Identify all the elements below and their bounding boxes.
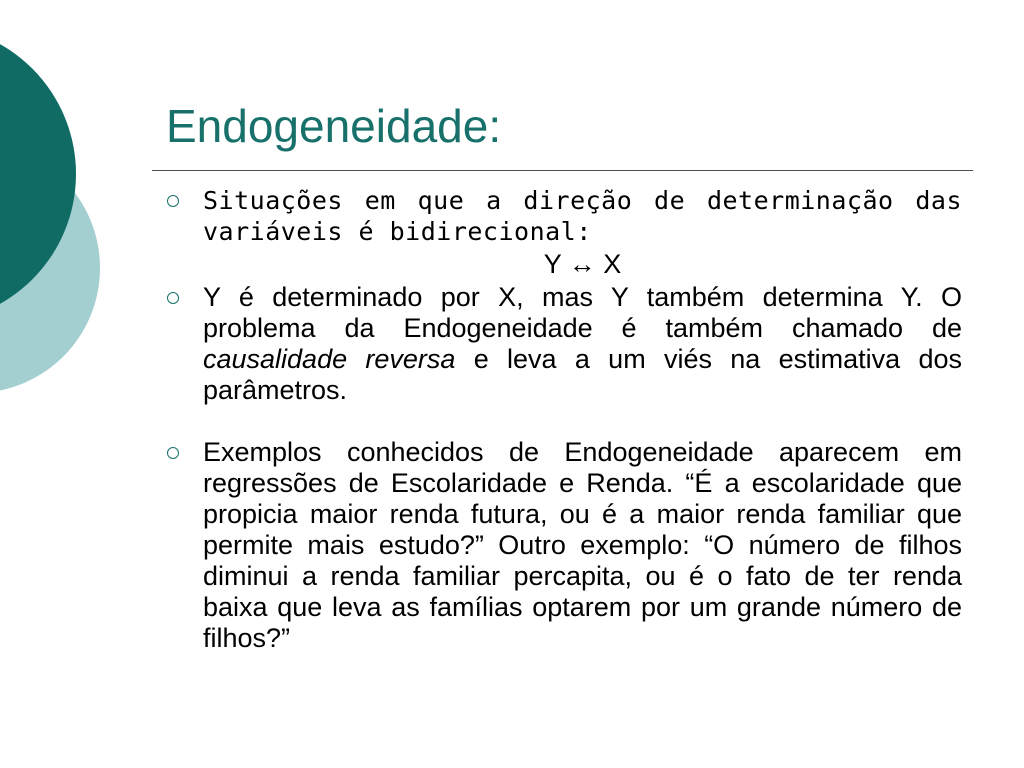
bullet-text: Exemplos conhecidos de Endogeneidade aparecem em regressões de Escolaridade e Renda. “É a escolaridade que propicia maior renda futura, ou é a maior renda familiar que permite mais estudo?” Outro exemplo: “O número de filhos diminui a renda familiar percapita, ou é o fato de ter renda baixa que leva as famílias optarem por um grande número de filhos?” [203,437,962,653]
bullet-item-3 [166,437,962,654]
bullet-text: Situações em que a direção de determinação das variáveis é bidirecional: [203,186,962,246]
bullet-text-part: e leva a um viés na estimativa dos parâmetros. [203,344,962,405]
bullet-item-1 [166,185,962,247]
slide-title: Endogeneidade: [166,100,502,152]
spacer [166,406,962,437]
bullet-circle-icon [167,447,179,459]
bullet-circle-icon [167,195,179,207]
bullet-item-2 [166,282,962,406]
bidirectional-formula: Y ↔ X [543,249,622,279]
bullet-text-part: Y é determinado por X, mas Y também determina Y. O problema da Endogeneidade é também chamado de [203,282,962,343]
title-divider [152,170,973,171]
bullet-circle-icon [167,292,179,304]
italic-term: causalidade reversa [203,344,456,374]
slide-content [166,185,962,654]
